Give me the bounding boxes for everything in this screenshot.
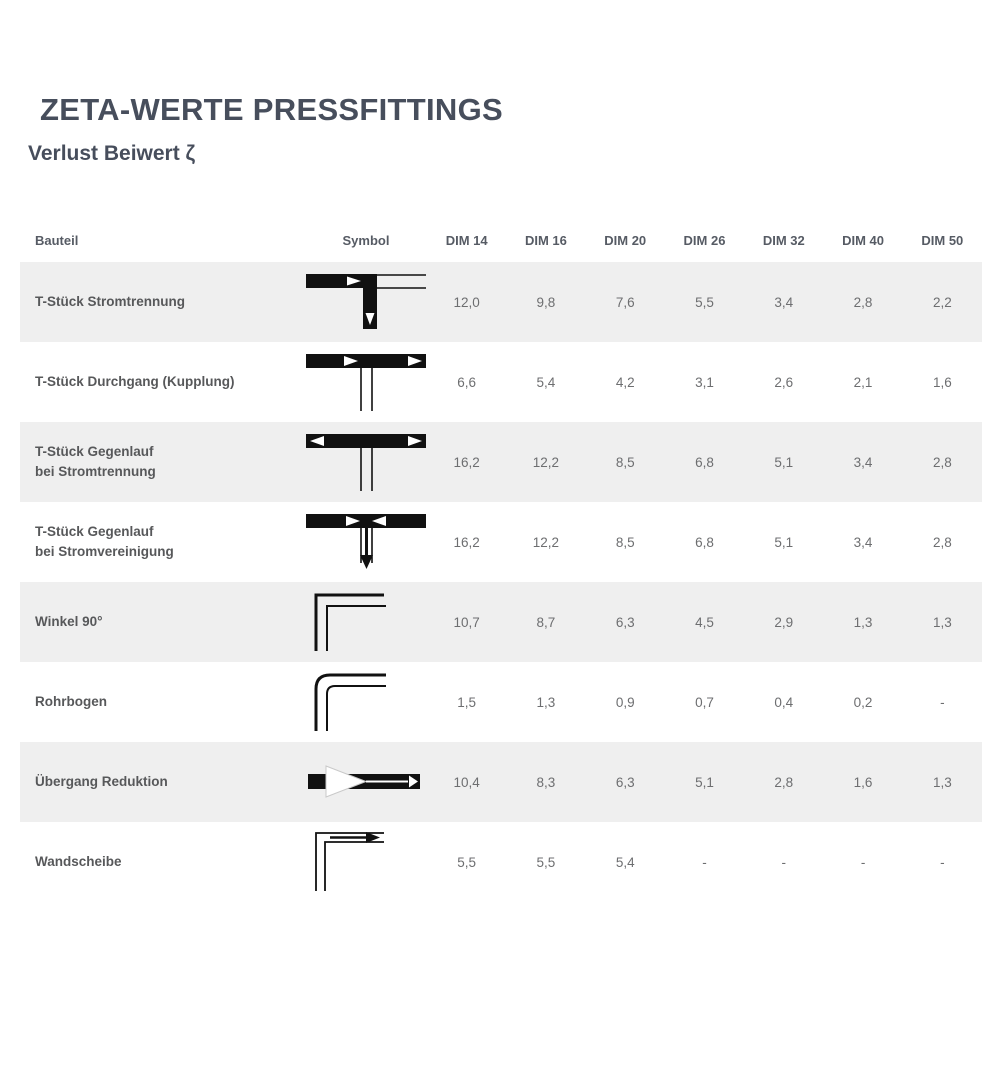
component-name-line: T-Stück Durchgang (Kupplung) <box>35 373 235 389</box>
zeta-value: 6,8 <box>695 454 714 470</box>
zeta-value: 2,6 <box>774 374 794 390</box>
zeta-value: 12,0 <box>453 294 480 310</box>
column-header: DIM 26 <box>683 232 726 248</box>
zeta-value: 6,8 <box>695 534 714 550</box>
zeta-value: 1,3 <box>932 614 952 630</box>
zeta-value: 12,2 <box>532 534 560 550</box>
zeta-value: 5,5 <box>695 294 714 310</box>
component-name-line: Übergang Reduktion <box>35 773 168 789</box>
zeta-value: 2,2 <box>932 294 952 310</box>
wall-plate-icon <box>305 827 427 897</box>
component-name-line: T-Stück Gegenlauf <box>35 523 154 539</box>
component-name-line: Winkel 90° <box>35 613 103 629</box>
component-name <box>20 692 305 712</box>
zeta-value: 5,1 <box>774 534 794 550</box>
zeta-value: 5,5 <box>457 854 477 870</box>
tee-counterflow-merging-icon <box>305 507 427 577</box>
zeta-value: 2,8 <box>853 294 873 310</box>
zeta-value: 1,6 <box>932 374 952 390</box>
page-subtitle: Verlust Beiwert ζ <box>28 142 196 165</box>
component-name <box>20 442 305 483</box>
zeta-value: - <box>940 854 945 870</box>
component-name <box>20 292 305 312</box>
component-name <box>20 772 305 792</box>
elbow-90-icon <box>305 587 427 657</box>
zeta-value: 5,4 <box>615 854 635 870</box>
zeta-value: 2,9 <box>774 614 794 630</box>
component-name-line: Rohrbogen <box>35 693 107 709</box>
column-header: DIM 32 <box>762 232 805 248</box>
zeta-value: 8,5 <box>615 534 635 550</box>
zeta-value: 2,8 <box>774 774 794 790</box>
zeta-value: 0,7 <box>695 694 714 710</box>
pipe-bend-icon <box>305 667 427 737</box>
zeta-value: 6,3 <box>615 614 635 630</box>
zeta-value: 7,6 <box>615 294 635 310</box>
zeta-value: 10,7 <box>453 614 480 630</box>
page-title: ZETA-WERTE PRESSFITTINGS <box>40 92 504 127</box>
reducer-icon <box>305 761 427 803</box>
zeta-value: - <box>940 694 945 710</box>
zeta-value: 16,2 <box>453 454 480 470</box>
component-name <box>20 372 305 392</box>
table-row <box>20 422 982 502</box>
zeta-value: 0,2 <box>853 694 873 710</box>
zeta-value: 8,5 <box>615 454 635 470</box>
zeta-value: 9,8 <box>536 294 556 310</box>
zeta-value: 3,4 <box>853 534 873 550</box>
zeta-value: 3,4 <box>853 454 873 470</box>
zeta-value: 6,3 <box>615 774 635 790</box>
zeta-value: 0,9 <box>615 694 635 710</box>
zeta-value: 10,4 <box>453 774 480 790</box>
table-row <box>20 342 982 422</box>
table-row <box>20 262 982 342</box>
zeta-value: 6,6 <box>457 374 477 390</box>
component-name-line: bei Stromvereinigung <box>35 544 174 559</box>
zeta-value: 2,1 <box>853 374 873 390</box>
zeta-value: - <box>781 854 787 870</box>
column-header: DIM 20 <box>604 232 647 248</box>
component-name-line: T-Stück Stromtrennung <box>35 293 186 309</box>
zeta-value: 1,6 <box>853 774 873 790</box>
zeta-values-table <box>20 218 982 902</box>
component-name-line: bei Stromtrennung <box>35 464 156 479</box>
table-row <box>20 582 982 662</box>
table-row <box>20 742 982 822</box>
column-header: DIM 40 <box>842 232 885 248</box>
zeta-value: 5,4 <box>536 374 556 390</box>
zeta-value: 2,8 <box>932 454 952 470</box>
table-row <box>20 502 982 582</box>
zeta-value: - <box>860 854 866 870</box>
zeta-value: 5,1 <box>695 774 714 790</box>
zeta-value: 1,3 <box>536 694 556 710</box>
table-body <box>20 262 982 902</box>
zeta-value: 3,1 <box>695 374 714 390</box>
zeta-value: 12,2 <box>532 454 560 470</box>
component-name-line: T-Stück Gegenlauf <box>35 443 154 459</box>
column-header: DIM 50 <box>921 232 964 248</box>
component-name <box>20 612 305 632</box>
component-name-line: Wandscheibe <box>35 853 122 869</box>
table-header-row <box>20 218 982 262</box>
zeta-value: 1,3 <box>853 614 873 630</box>
zeta-value: 16,2 <box>453 534 480 550</box>
component-name <box>20 852 305 872</box>
zeta-value: 0,4 <box>774 694 794 710</box>
zeta-value: 1,3 <box>932 774 952 790</box>
component-name <box>20 522 305 563</box>
zeta-value: 1,5 <box>457 694 477 710</box>
table-row <box>20 822 982 902</box>
column-header: DIM 16 <box>524 232 567 248</box>
zeta-value: - <box>702 854 707 870</box>
zeta-value: 8,3 <box>536 774 556 790</box>
table-row <box>20 662 982 742</box>
tee-straight-through-icon <box>305 347 427 417</box>
column-header: Symbol <box>342 232 390 248</box>
zeta-value: 3,4 <box>774 294 794 310</box>
zeta-value: 8,7 <box>536 614 556 630</box>
zeta-value: 4,2 <box>615 374 635 390</box>
column-header: Bauteil <box>35 232 79 248</box>
zeta-value: 5,1 <box>774 454 794 470</box>
tee-counterflow-separation-icon <box>305 427 427 497</box>
page <box>0 92 1000 902</box>
tee-flow-separation-icon <box>305 267 427 337</box>
zeta-value: 5,5 <box>536 854 556 870</box>
column-header: DIM 14 <box>445 232 488 248</box>
zeta-value: 2,8 <box>932 534 952 550</box>
zeta-value: 4,5 <box>695 614 714 630</box>
